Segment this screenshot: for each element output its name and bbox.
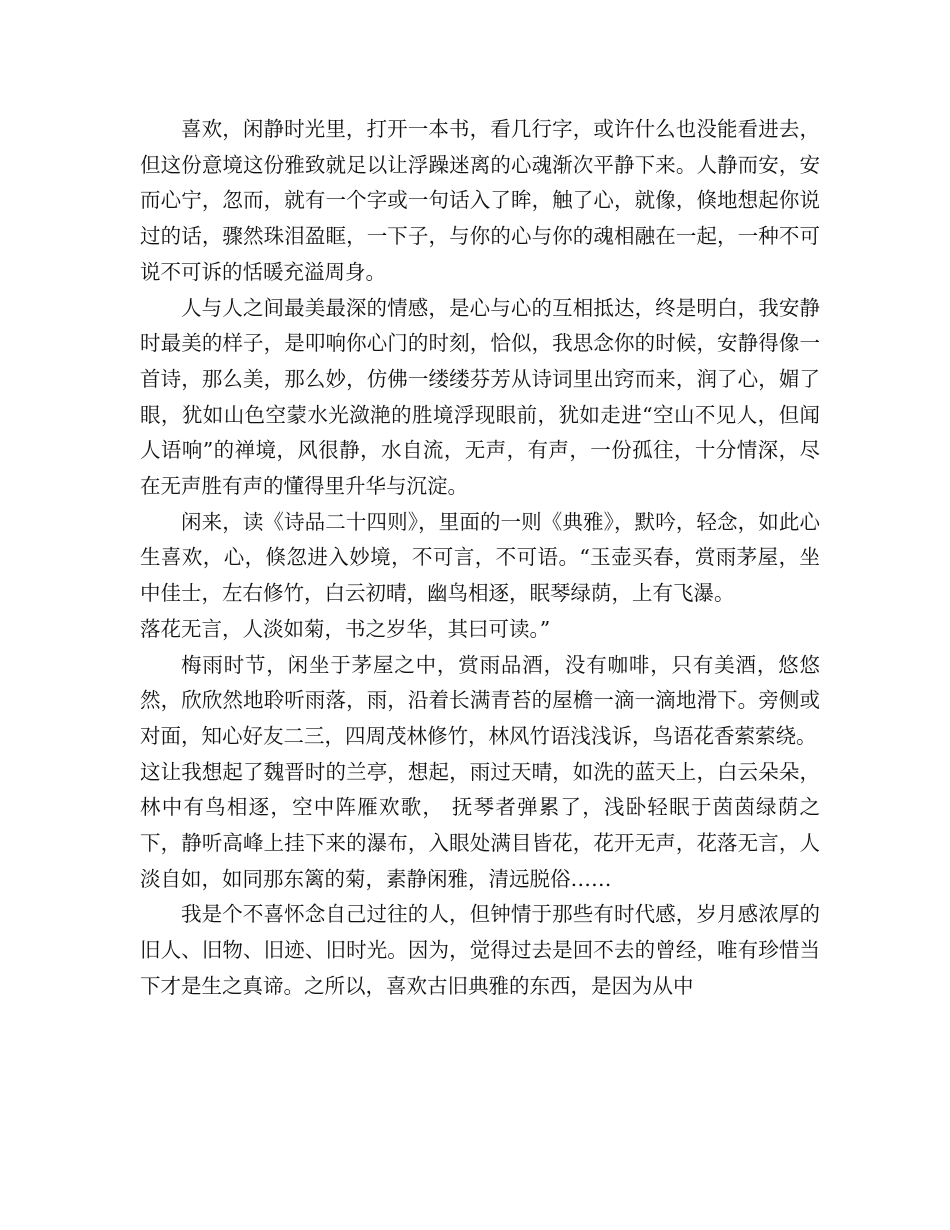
paragraph-plum-rain: 梅雨时节，闲坐于茅屋之中，赏雨品酒，没有咖啡，只有美酒，悠悠然，欣欣然地聆听雨落，雨，沿着长满青苔的屋檐一滴一滴地滑下。旁侧或对面，知心好友二三，四周茂林修竹，林风竹语浅浅诉，鸟语花香萦萦绕。 (140, 652, 820, 748)
document-body (140, 112, 820, 1005)
paragraph-reading-calm: 喜欢，闲静时光里，打开一本书，看几行字，或许什么也没能看进去，但这份意境这份雅致就足以让浮躁迷离的心魂渐次平静下来。人静而安，安而心宁，忽而，就有一个字或一句话入了眸，触了心，就像，倏地想起你说过的话，骤然珠泪盈眶，一下子，与你的心与你的魂相融在一起，一种不可说不可诉的恬暖充溢周身。 (140, 117, 820, 284)
paragraph-poem-continuation: 落花无言，人淡如菊，书之岁华，其曰可读。” (140, 616, 551, 641)
paragraph-lanting-memory: 这让我想起了魏晋时的兰亭，想起，雨过天晴，如洗的蓝天上，白云朵朵，林中有鸟相逐，空中阵雁欢歌， 抚琴者弹累了，浅卧轻眠于茵茵绿荫之下，静听高峰上挂下来的瀑布，入眼处满目皆花，花开无声，花落无言，人淡自如，如同那东篱的菊，素静闲雅，清远脱俗…… (140, 759, 820, 891)
paragraph-poem-elegance: 闲来，读《诗品二十四则》，里面的一则《典雅》，默吟，轻念，如此心生喜欢，心，倏忽进入妙境，不可言，不可语。“玉壶买春，赏雨茅屋，坐中佳士，左右修竹，白云初晴，幽鸟相逐，眠琴绿荫，上有飞瀑。 (140, 509, 820, 606)
paragraph-old-times: 我是个不喜怀念自己过往的人，但钟情于那些有时代感，岁月感浓厚的旧人、旧物、旧迹、旧时光。因为，觉得过去是回不去的曾经，唯有珍惜当下才是生之真谛。之所以，喜欢古旧典雅的东西，是因为从中 (140, 902, 820, 998)
paragraph-deepest-emotion: 人与人之间最美最深的情感，是心与心的互相抵达，终是明白，我安静时最美的样子，是叩响你心门的时刻，恰似，我思念你的时候，安静得像一首诗，那么美，那么妙，仿佛一缕缕芬芳从诗词里出窍而来，润了心，媚了眼，犹如山色空蒙水光潋滟的胜境浮现眼前，犹如走进“空山不见人，但闻人语响”的禅境，风很静，水自流，无声，有声，一份孤往，十分情深，尽在无声胜有声的懂得里升华与沉淀。 (140, 295, 820, 499)
